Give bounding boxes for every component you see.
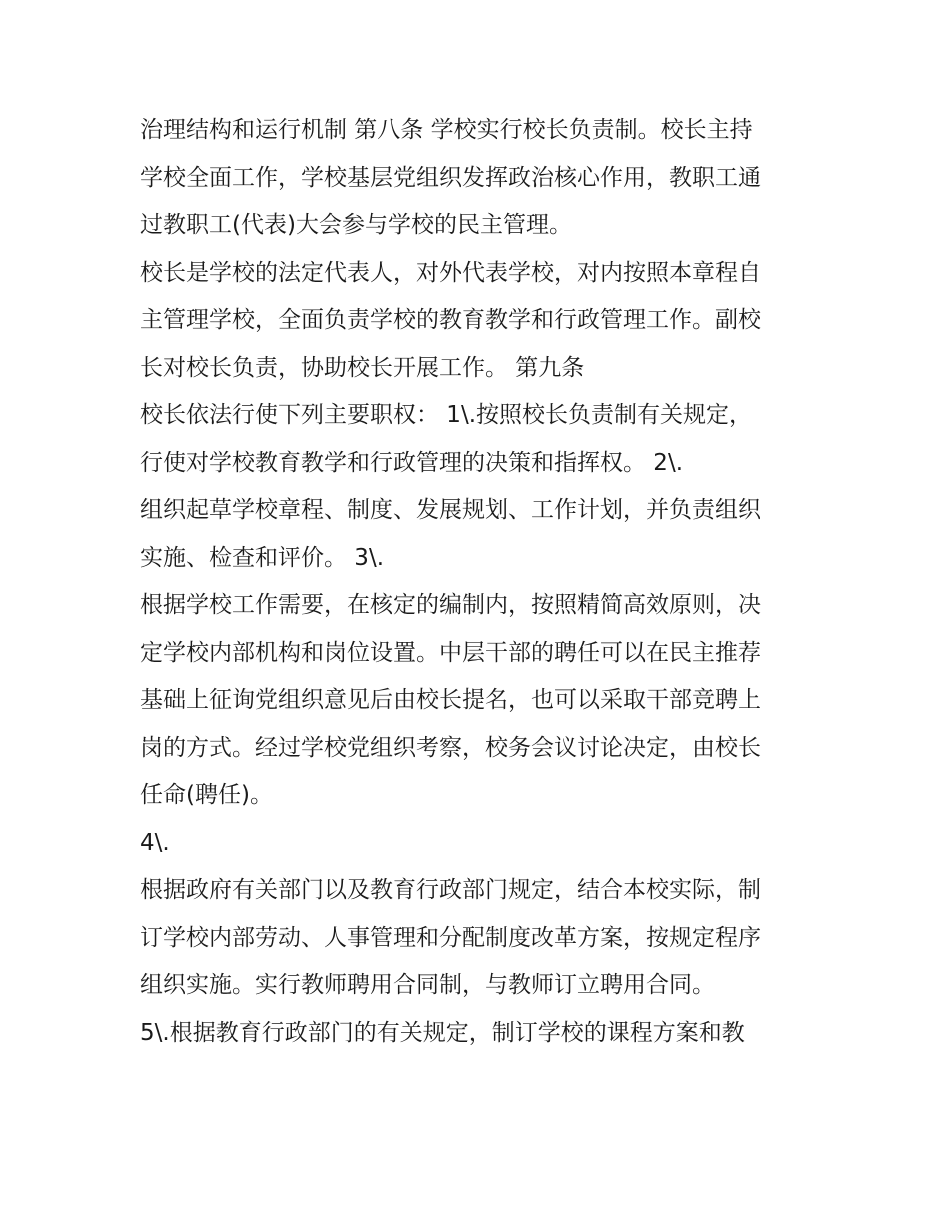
text-line: 治理结构和运行机制 第八条 学校实行校长负责制。校长主持 xyxy=(140,117,753,143)
text-line: 组织实施。实行教师聘用合同制，与教师订立聘用合同。 xyxy=(140,972,715,998)
text-line: 行使对学校教育教学和行政管理的决策和指挥权。 2\. xyxy=(140,449,684,476)
body-text xyxy=(140,107,820,1057)
text-line: 长对校长负责，协助校长开展工作。 第九条 xyxy=(140,354,585,381)
text-line: 定学校内部机构和岗位设置。中层干部的聘任可以在民主推荐 xyxy=(140,639,761,666)
text-line: 过教职工(代表)大会参与学校的民主管理。 xyxy=(140,212,572,238)
text-line: 任命(聘任)。 xyxy=(140,782,273,808)
text-line: 4\. xyxy=(140,829,170,856)
text-line: 校长依法行使下列主要职权： 1\.按照校长负责制有关规定， xyxy=(140,402,753,428)
text-line: 5\.根据教育行政部门的有关规定，制订学校的课程方案和教 xyxy=(140,1019,745,1046)
text-line: 校长是学校的法定代表人，对外代表学校，对内按照本章程自 xyxy=(140,259,761,286)
text-line: 实施、检查和评价。 3\. xyxy=(140,544,385,571)
text-line: 基础上征询党组织意见后由校长提名，也可以采取干部竞聘上 xyxy=(140,687,761,713)
text-line: 订学校内部劳动、人事管理和分配制度改革方案，按规定程序 xyxy=(140,924,761,951)
text-line: 根据学校工作需要，在核定的编制内，按照精简高效原则，决 xyxy=(140,592,761,618)
text-line: 学校全面工作，学校基层党组织发挥政治核心作用，教职工通 xyxy=(140,164,761,191)
text-line: 组织起草学校章程、制度、发展规划、工作计划，并负责组织 xyxy=(140,497,761,523)
text-line: 岗的方式。经过学校党组织考察，校务会议讨论决定，由校长 xyxy=(140,734,761,761)
text-line: 根据政府有关部门以及教育行政部门规定，结合本校实际，制 xyxy=(140,877,761,903)
text-line: 主管理学校，全面负责学校的教育教学和行政管理工作。副校 xyxy=(140,307,761,333)
